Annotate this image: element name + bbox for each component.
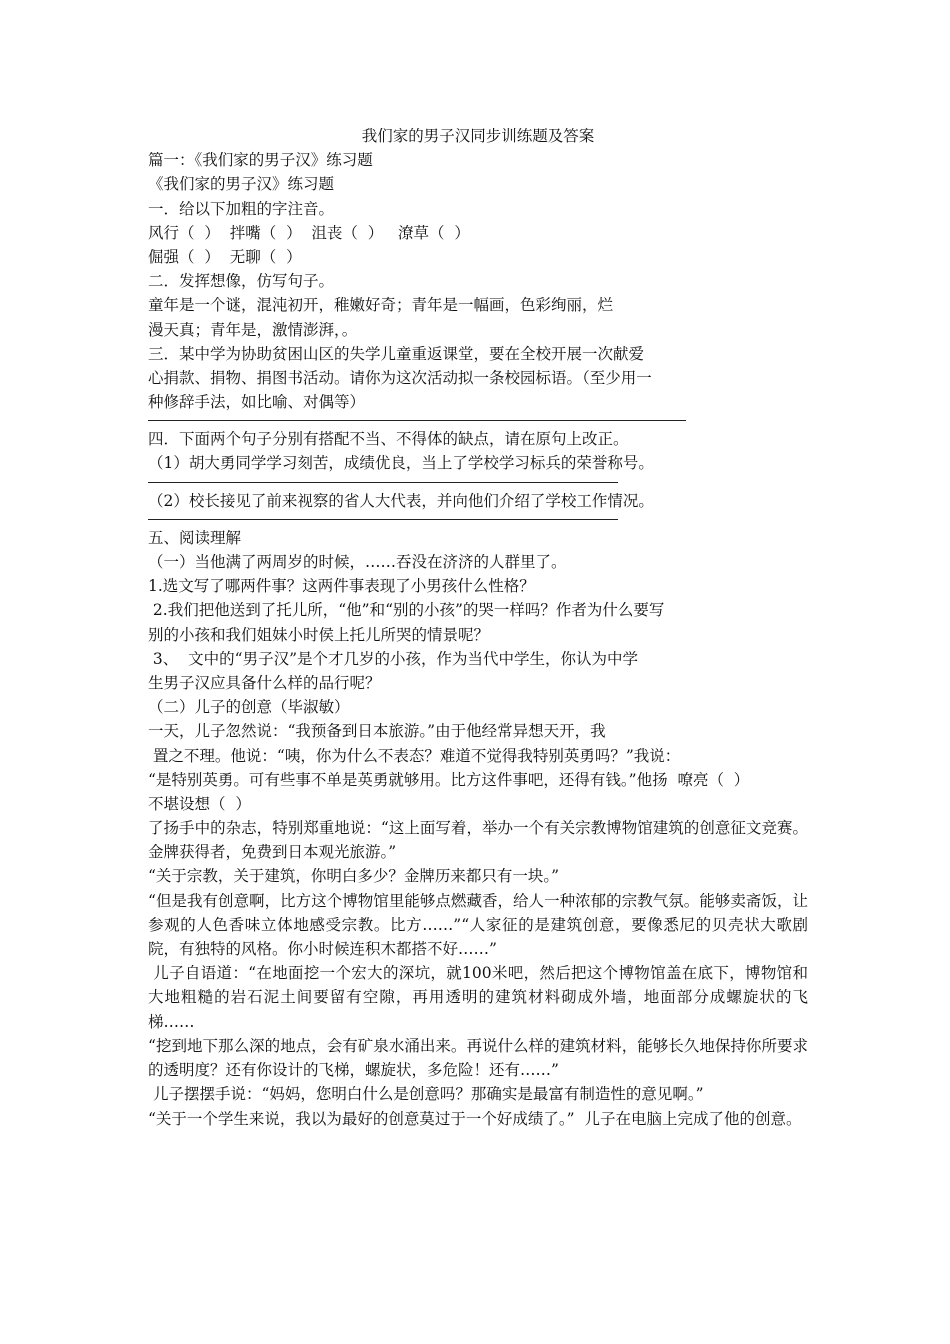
document-page [148,124,808,1131]
story-line: “是特别英勇。可有些事不单是英勇就够用。比方这件事吧，还得有钱。”他扬 嘹亮（ ） [148,770,750,789]
story-paragraph: 了扬手中的杂志，特别郑重地说：“这上面写着，举办一个有关宗教博物馆建筑的创意征文竞赛。金牌获得者，免费到日本观光旅游。” [148,819,808,862]
story-line: 不堪设想（ ） [148,794,251,813]
question-2-line-1: 童年是一个谜，混沌初开，稚嫩好奇；青年是一幅画，色彩绚丽，烂 [148,296,614,315]
reading-item-3b: 生男子汉应具备什么样的品行呢？ [148,673,381,692]
question-3-line-3: 种修辞手法，如比喻、对偶等） [148,393,366,412]
story-paragraph: “关于宗教，关于建筑，你明白多少？金牌历来都只有一块。” [148,867,560,886]
question-2-line-2: 漫天真；青年是，激情澎湃，。 [148,320,358,339]
story-paragraph: “挖到地下那么深的地点，会有矿泉水涌出来。再说什么样的建筑材料，能够长久地保持你所要求的透明度？还有你设计的飞梯，螺旋状，多危险！还有……” [148,1036,808,1080]
story-line: 置之不理。他说：“咦，你为什么不表态？难道不觉得我特别英勇吗？”我说： [148,746,681,765]
story-line: 一天，儿子忽然说：“我预备到日本旅游。”由于他经常异想天开，我 [148,722,606,741]
question-1-row-2: 倔强（ ） 无聊（ ） [148,247,302,266]
reading-item-1: 1.选文写了哪两件事？这两件事表现了小男孩什么性格？ [148,577,535,596]
question-3-line-2: 心捐款、捐物、捐图书活动。请你为这次活动拟一条校园标语。（至少用一 [148,368,652,387]
question-2-prompt: 二．发挥想像，仿写句子。 [148,272,335,291]
story-paragraph: “但是我有创意啊，比方这个博物馆里能够点燃藏香，给人一种浓郁的宗教气氛。能够卖斋饭，让参观的人色香味立体地感受宗教。比方……”“人家征的是建筑创意，要像悉尼的贝壳状大歌剧院，有独特的风格。你小时候连积木都搭不好……” [148,891,808,959]
reading-item-3a: 3、 文中的“男子汉”是个才几岁的小孩，作为当代中学生，你认为中学 [148,649,638,668]
question-1-row-1: 风行（ ） 拌嘴（ ） 沮丧（ ） 潦草（ ） [148,223,470,242]
story-paragraph: 儿子摆摆手说：“妈妈，您明白什么是创意吗？那确实是最富有制造性的意见啊。” [148,1085,704,1104]
answer-line [148,482,618,483]
reading-item-2b: 别的小孩和我们姐妹小时侯上托儿所哭的情景呢？ [148,625,490,644]
document-title: 我们家的男子汉同步训练题及答案 [361,127,595,145]
section-subheading: 《我们家的男子汉》练习题 [148,175,335,194]
question-1-prompt: 一．给以下加粗的字注音。 [148,199,335,218]
answer-line [148,519,618,520]
question-4-prompt: 四．下面两个句子分别有搭配不当、不得体的缺点，请在原句上改正。 [148,430,629,449]
reading-part-2: （二）儿子的创意（毕淑敏） [148,698,350,717]
reading-part-1: （一）当他满了两周岁的时候，……吞没在济济的人群里了。 [148,553,567,571]
answer-line [148,420,686,421]
story-paragraph: 儿子自语道：“在地面挖一个宏大的深坑，就100米吧，然后把这个博物馆盖在底下，博物馆和大地粗糙的岩石泥土间要留有空隙，再用透明的建筑材料砌成外墙，地面部分成螺旋状的飞梯…… [148,964,808,1031]
section-heading: 篇一：《我们家的男子汉》练习题 [148,151,373,170]
reading-item-2a: 2.我们把他送到了托儿所，“他”和“别的小孩”的哭一样吗？作者为什么要写 [148,601,665,620]
question-5-heading: 五、阅读理解 [148,528,242,547]
question-4-sentence-1: （1）胡大勇同学学习刻苦，成绩优良，当上了学校学习标兵的荣誉称号。 [148,454,654,473]
question-4-sentence-2: （2）校长接见了前来视察的省人大代表，并向他们介绍了学校工作情况。 [148,491,654,510]
story-paragraph: “关于一个学生来说，我以为最好的创意莫过于一个好成绩了。” 儿子在电脑上完成了他的创意。 [148,1109,802,1128]
question-3-line-1: 三．某中学为协助贫困山区的失学儿童重返课堂，要在全校开展一次献爱 [148,344,645,363]
